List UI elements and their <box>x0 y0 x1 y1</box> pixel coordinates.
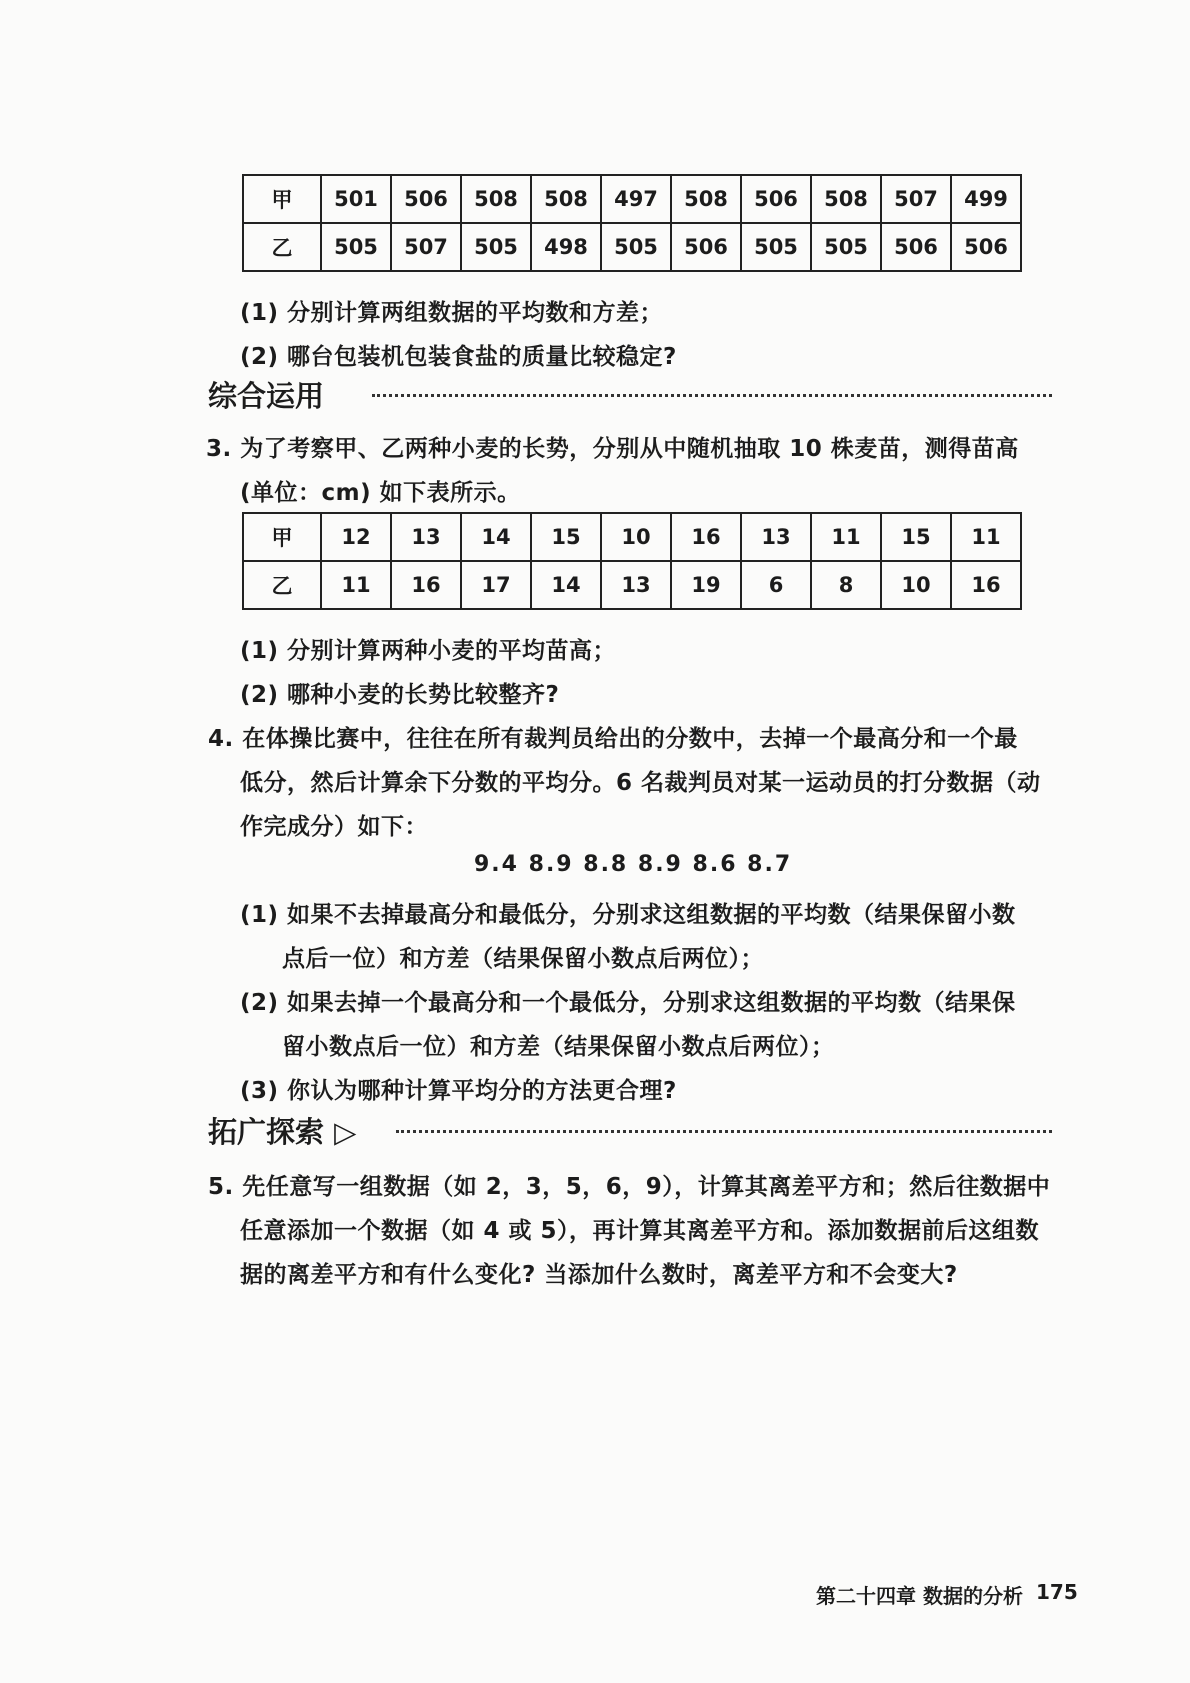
table-cell: 13 <box>601 561 671 609</box>
q3-sub1: (1) 分别计算两种小麦的平均苗高； <box>240 638 617 664</box>
table-cell: 506 <box>391 175 461 223</box>
table-cell: 508 <box>461 175 531 223</box>
q4-sub1-line2: 点后一位）和方差（结果保留小数点后两位）； <box>282 946 764 972</box>
table-packaging-masses <box>242 174 1022 272</box>
table-cell: 14 <box>531 561 601 609</box>
table-cell: 506 <box>881 223 951 271</box>
table-cell: 508 <box>671 175 741 223</box>
q5-line3: 据的离差平方和有什么变化? 当添加什么数时，离差平方和不会变大? <box>240 1262 958 1288</box>
table-cell: 505 <box>601 223 671 271</box>
table-cell: 505 <box>321 223 391 271</box>
table-cell: 16 <box>391 561 461 609</box>
table-cell: 13 <box>741 513 811 561</box>
table-cell: 507 <box>391 223 461 271</box>
q5-line2: 任意添加一个数据（如 4 或 5），再计算其离差平方和。添加数据前后这组数 <box>240 1218 1040 1244</box>
table-cell: 499 <box>951 175 1021 223</box>
q4-line2: 低分，然后计算余下分数的平均分。6 名裁判员对某一运动员的打分数据（动 <box>240 770 1041 796</box>
table-cell: 15 <box>881 513 951 561</box>
table-cell: 14 <box>461 513 531 561</box>
table-cell: 505 <box>461 223 531 271</box>
table-cell: 16 <box>671 513 741 561</box>
q4-line3: 作完成分）如下： <box>240 814 428 840</box>
table-cell: 501 <box>321 175 391 223</box>
table-cell: 508 <box>531 175 601 223</box>
table-row <box>243 561 1021 609</box>
table-cell: 8 <box>811 561 881 609</box>
q3-line2: (单位：cm) 如下表所示。 <box>240 480 521 506</box>
q5-line1: 5. 先任意写一组数据（如 2，3，5，6，9），计算其离差平方和；然后往数据中 <box>208 1174 1051 1200</box>
table-cell: 17 <box>461 561 531 609</box>
table-cell: 12 <box>321 513 391 561</box>
table-cell: 506 <box>741 175 811 223</box>
table-cell: 507 <box>881 175 951 223</box>
footer-page-number: 175 <box>1036 1580 1078 1604</box>
q2-sub1: (1) 分别计算两组数据的平均数和方差； <box>240 300 664 326</box>
table-cell: 19 <box>671 561 741 609</box>
table-row <box>243 175 1021 223</box>
table-cell: 505 <box>741 223 811 271</box>
table-cell: 508 <box>811 175 881 223</box>
table-cell: 10 <box>881 561 951 609</box>
table-wheat-heights <box>242 512 1022 610</box>
footer-chapter: 第二十四章 数据的分析 <box>816 1584 1023 1608</box>
table-cell: 11 <box>321 561 391 609</box>
table-cell: 13 <box>391 513 461 561</box>
row-label: 乙 <box>243 561 321 609</box>
table-cell: 6 <box>741 561 811 609</box>
section-title-explore: 拓广探索 ▷ <box>208 1115 357 1149</box>
row-label: 甲 <box>243 513 321 561</box>
table-cell: 506 <box>671 223 741 271</box>
q3-sub2: (2) 哪种小麦的长势比较整齐? <box>240 682 560 708</box>
q3-line1: 3. 为了考察甲、乙两种小麦的长势，分别从中随机抽取 10 株麦苗，测得苗高 <box>206 436 1019 462</box>
table-row <box>243 513 1021 561</box>
q4-sub1-line1: (1) 如果不去掉最高分和最低分，分别求这组数据的平均数（结果保留小数 <box>240 902 1016 928</box>
table-cell: 505 <box>811 223 881 271</box>
q4-sub3: (3) 你认为哪种计算平均分的方法更合理? <box>240 1078 677 1104</box>
table-cell: 15 <box>531 513 601 561</box>
table-cell: 11 <box>811 513 881 561</box>
table-cell: 497 <box>601 175 671 223</box>
q4-line1: 4. 在体操比赛中，往往在所有裁判员给出的分数中，去掉一个最高分和一个最 <box>208 726 1018 752</box>
q2-sub2: (2) 哪台包装机包装食盐的质量比较稳定? <box>240 344 677 370</box>
row-label: 甲 <box>243 175 321 223</box>
table-cell: 16 <box>951 561 1021 609</box>
table-cell: 10 <box>601 513 671 561</box>
section-title-comprehensive: 综合运用 <box>208 379 325 413</box>
table-cell: 506 <box>951 223 1021 271</box>
judge-scores: 9.4 8.9 8.8 8.9 8.6 8.7 <box>474 852 793 877</box>
q4-sub2-line2: 留小数点后一位）和方差（结果保留小数点后两位）； <box>282 1034 835 1060</box>
section-divider <box>372 394 1052 397</box>
table-cell: 11 <box>951 513 1021 561</box>
q4-sub2-line1: (2) 如果去掉一个最高分和一个最低分，分别求这组数据的平均数（结果保 <box>240 990 1016 1016</box>
row-label: 乙 <box>243 223 321 271</box>
table-row <box>243 223 1021 271</box>
section-divider <box>396 1130 1052 1133</box>
table-cell: 498 <box>531 223 601 271</box>
